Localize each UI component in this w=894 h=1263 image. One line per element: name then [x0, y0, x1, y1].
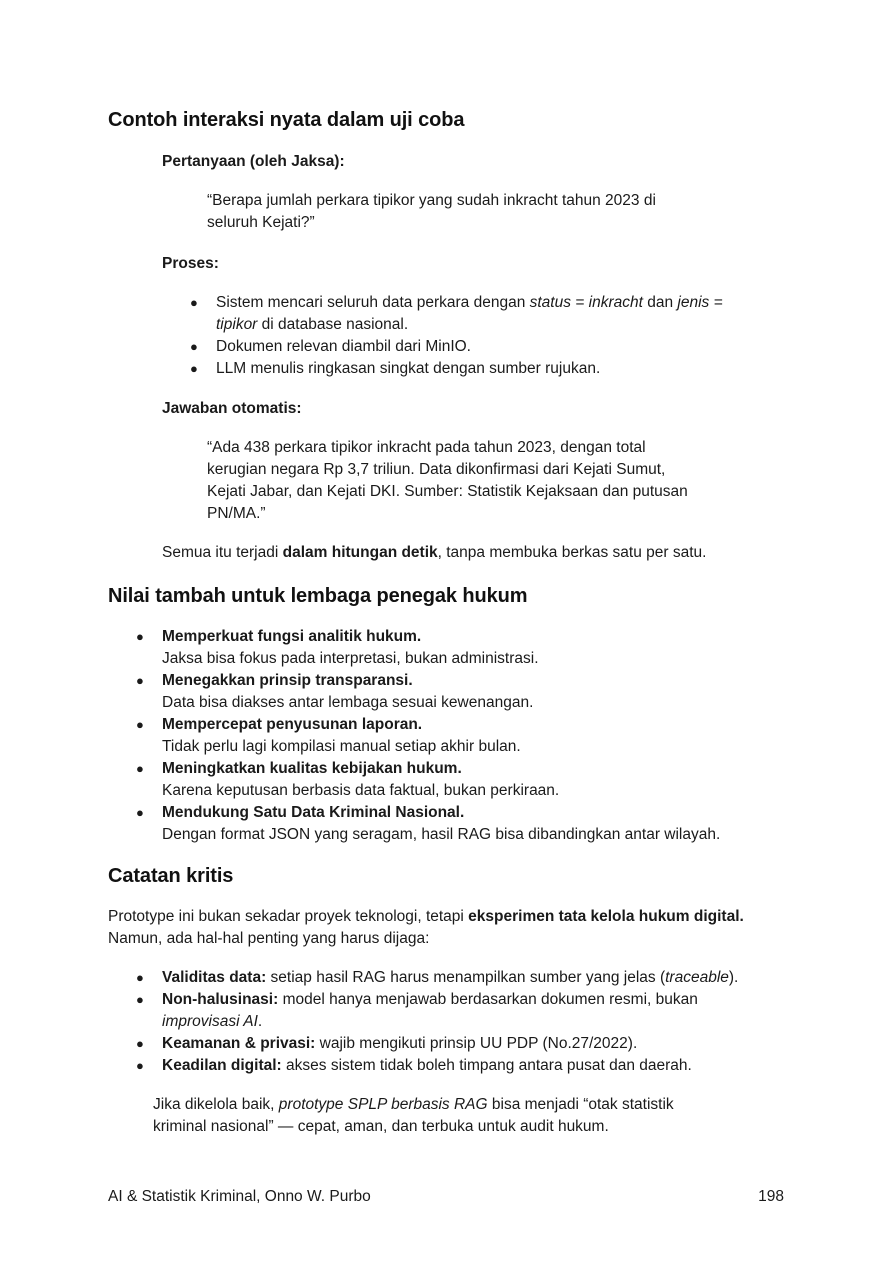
answer-line: kerugian negara Rp 3,7 triliun. Data dikonfirmasi dari Kejati Sumut,: [207, 461, 666, 478]
bullet-icon: ●: [136, 629, 144, 644]
list-item: ● Mendukung Satu Data Kriminal Nasional. Dengan format JSON yang seragam, hasil RAG bisa dibandingkan antar wilayah.: [136, 804, 721, 843]
answer-quote: [207, 437, 747, 525]
question-line: “Berapa jumlah perkara tipikor yang sudah inkracht tahun 2023 di: [207, 192, 656, 209]
footer-title: AI & Statistik Kriminal, Onno W. Purbo: [108, 1188, 371, 1205]
list-item: ● LLM menulis ringkasan singkat dengan sumber rujukan.: [216, 358, 776, 380]
summary-paragraph: Semua itu terjadi dalam hitungan detik, tanpa membuka berkas satu per satu.: [162, 544, 707, 561]
bullet-icon: ●: [190, 295, 198, 310]
question-label: Pertanyaan (oleh Jaksa):: [162, 153, 345, 170]
bullet-icon: ●: [136, 761, 144, 776]
answer-line: Kejati Jabar, dan Kejati DKI. Sumber: Statistik Kejaksaan dan putusan: [207, 483, 688, 500]
bullet-icon: ●: [136, 1036, 144, 1051]
list-item: ● Non-halusinasi: model hanya menjawab berdasarkan dokumen resmi, bukan improvisasi AI.: [136, 991, 698, 1030]
list-item: ● Validitas data: setiap hasil RAG harus menampilkan sumber yang jelas (traceable).: [162, 967, 802, 989]
process-label: Proses:: [162, 255, 219, 272]
question-line: seluruh Kejati?”: [207, 214, 315, 231]
question-quote: [207, 190, 727, 234]
bullet-icon: ●: [136, 673, 144, 688]
list-item: ● Keadilan digital: akses sistem tidak boleh timpang antara pusat dan daerah.: [162, 1055, 802, 1077]
list-item: ● Keamanan & privasi: wajib mengikuti prinsip UU PDP (No.27/2022).: [162, 1033, 802, 1055]
answer-label: Jawaban otomatis:: [162, 400, 302, 417]
list-item: ● Menegakkan prinsip transparansi. Data bisa diakses antar lembaga sesuai kewenangan.: [136, 672, 534, 711]
answer-line: PN/MA.”: [207, 505, 266, 522]
bullet-icon: ●: [190, 339, 198, 354]
bullet-icon: ●: [136, 717, 144, 732]
bullet-icon: ●: [136, 1058, 144, 1073]
critical-intro: Prototype ini bukan sekadar proyek teknologi, tetapi eksperimen tata kelola hukum digital. Namun, ada hal-hal penting yang harus dijaga:: [108, 908, 744, 947]
list-item: ● Sistem mencari seluruh data perkara dengan status = inkracht dan jenis = tipikor di database nasional.: [190, 294, 723, 333]
critical-list: [136, 967, 802, 1077]
list-item: ● Mempercepat penyusunan laporan. Tidak perlu lagi kompilasi manual setiap akhir bulan.: [136, 716, 521, 755]
process-list: [190, 292, 776, 380]
section-heading-example: Contoh interaksi nyata dalam uji coba: [108, 109, 465, 131]
section-heading-added-value: Nilai tambah untuk lembaga penegak hukum: [108, 585, 528, 607]
bullet-icon: ●: [136, 992, 144, 1007]
added-value-list: [136, 626, 802, 846]
section-heading-critical-notes: Catatan kritis: [108, 865, 234, 887]
list-item: ● Memperkuat fungsi analitik hukum. Jaksa bisa fokus pada interpretasi, bukan administrasi.: [136, 628, 539, 667]
bullet-icon: ●: [136, 805, 144, 820]
list-item: ● Meningkatkan kualitas kebijakan hukum. Karena keputusan berbasis data faktual, bukan perkiraan.: [136, 760, 560, 799]
list-item: ● Dokumen relevan diambil dari MinIO.: [216, 336, 776, 358]
page-number: 198: [758, 1188, 784, 1205]
closing-paragraph: Jika dikelola baik, prototype SPLP berbasis RAG bisa menjadi “otak statistik kriminal nasional” — cepat, aman, dan terbuka untuk audit hukum.: [153, 1096, 674, 1135]
bullet-icon: ●: [136, 970, 144, 985]
answer-line: “Ada 438 perkara tipikor inkracht pada tahun 2023, dengan total: [207, 439, 646, 456]
bullet-icon: ●: [190, 361, 198, 376]
